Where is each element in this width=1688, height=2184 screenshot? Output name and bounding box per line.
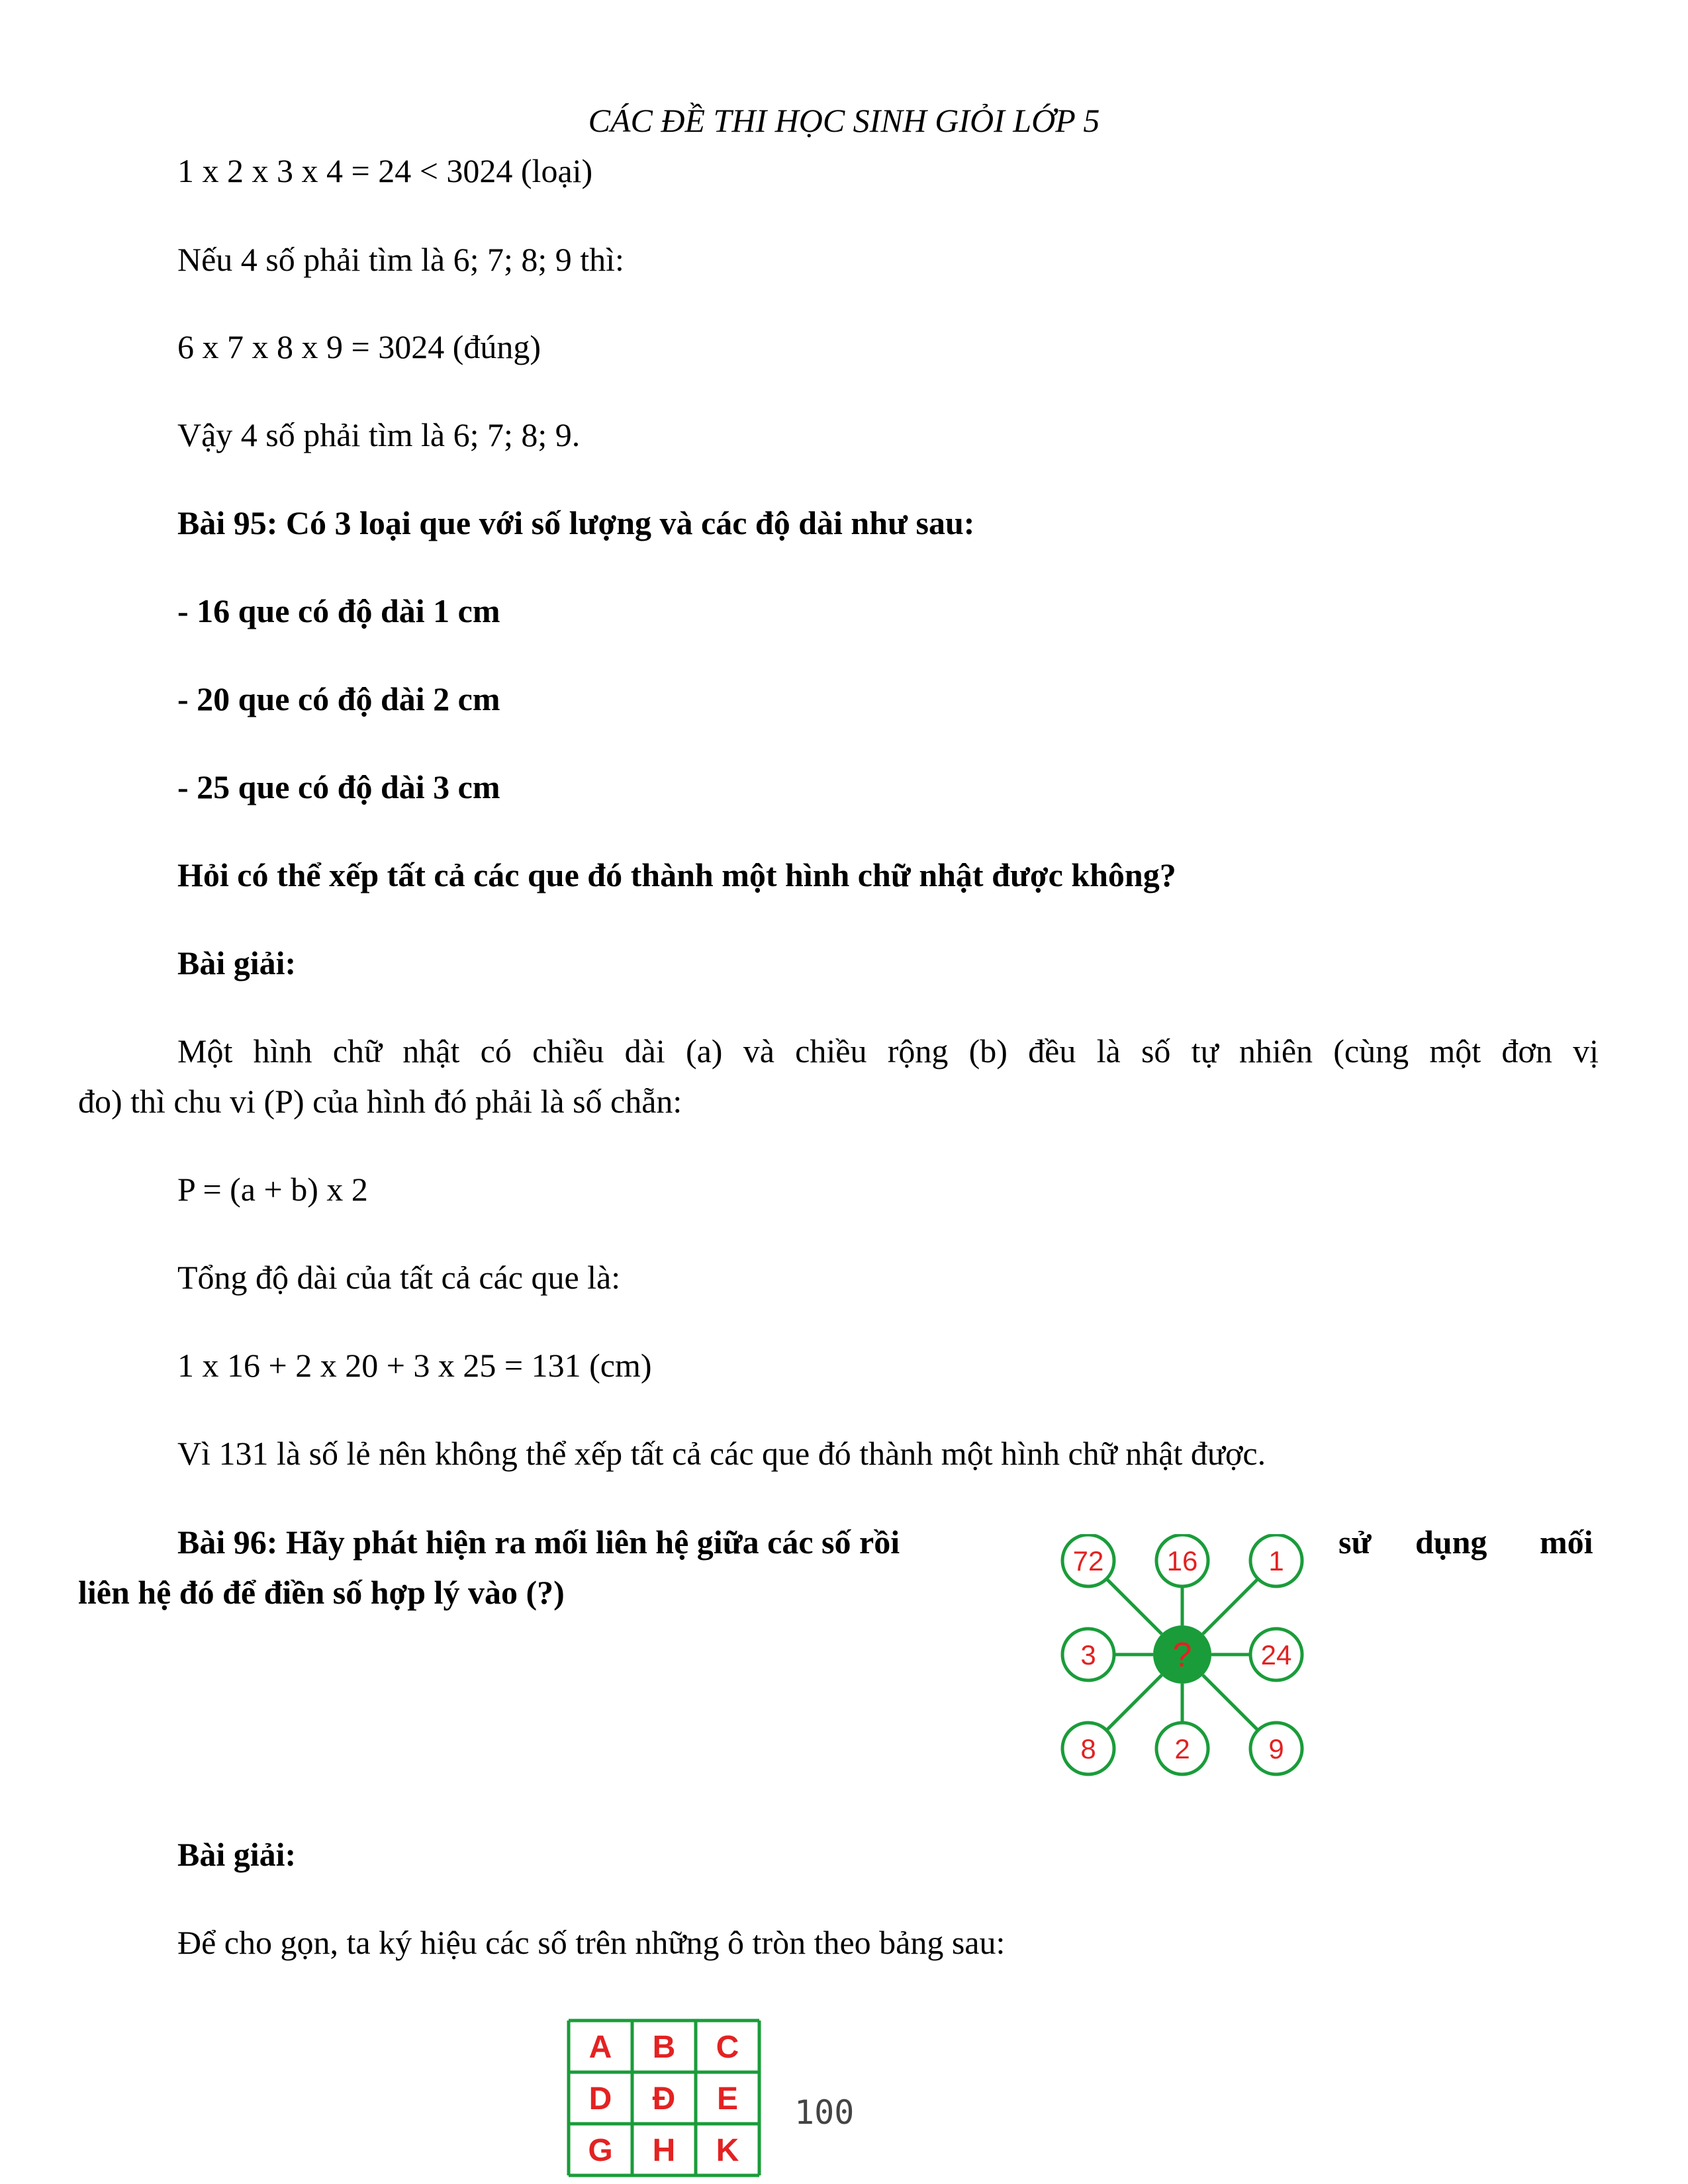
- paragraph-line: Một hình chữ nhật có chiều dài (a) và chiều rộng (b) đều là số tự nhiên (cùng một đơn vị: [177, 1032, 1599, 1069]
- exercise-96-word: dụng: [1415, 1524, 1487, 1561]
- circle-number: 24: [1260, 1639, 1292, 1670]
- text-line: 1 x 2 x 3 x 4 = 24 < 3024 (loại): [177, 152, 593, 189]
- grid-letter: E: [716, 2081, 739, 2116]
- solution-heading: Bài giải:: [177, 944, 297, 981]
- solution-heading: Bài giải:: [177, 1836, 297, 1873]
- conclusion-line: Vì 131 là số lẻ nên không thể xếp tất cả các que đó thành một hình chữ nhật được.: [177, 1435, 1266, 1472]
- connector-line: [1203, 1675, 1258, 1730]
- page-number: 100: [794, 2093, 855, 2132]
- exercise-95-item: - 25 que có độ dài 3 cm: [177, 768, 500, 805]
- text-line: Nếu 4 số phải tìm là 6; 7; 8; 9 thì:: [177, 241, 624, 278]
- grid-letter: B: [652, 2030, 676, 2065]
- circle-number: 9: [1268, 1733, 1284, 1764]
- circle-number: 16: [1166, 1545, 1198, 1576]
- page-header: CÁC ĐỀ THI HỌC SINH GIỎI LỚP 5: [588, 102, 1100, 139]
- text-line: Tổng độ dài của tất cả các que là:: [177, 1259, 621, 1296]
- text-line: 6 x 7 x 8 x 9 = 3024 (đúng): [177, 328, 541, 365]
- exercise-95-title: Bài 95: Có 3 loại que với số lượng và các độ dài như sau:: [177, 504, 975, 541]
- grid-letter: A: [588, 2030, 612, 2065]
- circle-number: 2: [1174, 1733, 1190, 1764]
- connector-line: [1107, 1579, 1162, 1634]
- grid-letter: G: [588, 2133, 613, 2168]
- grid-letter: D: [588, 2081, 612, 2116]
- exercise-96-word: sử: [1338, 1524, 1372, 1561]
- exercise-95-question: Hỏi có thể xếp tất cả các que đó thành một hình chữ nhật được không?: [177, 856, 1176, 893]
- connector-line: [1107, 1675, 1162, 1730]
- grid-letter: K: [716, 2133, 739, 2168]
- text-line: 1 x 16 + 2 x 20 + 3 x 25 = 131 (cm): [177, 1347, 652, 1384]
- number-star-figure: [1053, 1534, 1331, 1812]
- center-question-mark: ?: [1172, 1636, 1192, 1674]
- grid-letter: H: [652, 2133, 676, 2168]
- paragraph-line: đo) thì chu vi (P) của hình đó phải là số chẵn:: [78, 1083, 682, 1120]
- grid-letter: Đ: [652, 2081, 676, 2116]
- circle-number: 72: [1072, 1545, 1104, 1576]
- text-line: Để cho gọn, ta ký hiệu các số trên những ô tròn theo bảng sau:: [177, 1924, 1006, 1961]
- connector-line: [1203, 1579, 1258, 1634]
- exercise-96-word: mối: [1540, 1524, 1593, 1561]
- circle-number: 1: [1268, 1545, 1284, 1576]
- exercise-96-title: liên hệ đó để điền số hợp lý vào (?): [78, 1574, 565, 1611]
- circle-number: 3: [1080, 1639, 1096, 1670]
- formula-line: P = (a + b) x 2: [177, 1171, 368, 1208]
- letter-grid-figure: [567, 2019, 762, 2177]
- grid-letter: C: [716, 2030, 739, 2065]
- text-line: Vậy 4 số phải tìm là 6; 7; 8; 9.: [177, 416, 581, 453]
- exercise-95-item: - 20 que có độ dài 2 cm: [177, 680, 500, 717]
- exercise-95-item: - 16 que có độ dài 1 cm: [177, 592, 500, 629]
- exercise-96-title: Bài 96: Hãy phát hiện ra mối liên hệ giữa các số rồi: [177, 1524, 900, 1561]
- circle-number: 8: [1080, 1733, 1096, 1764]
